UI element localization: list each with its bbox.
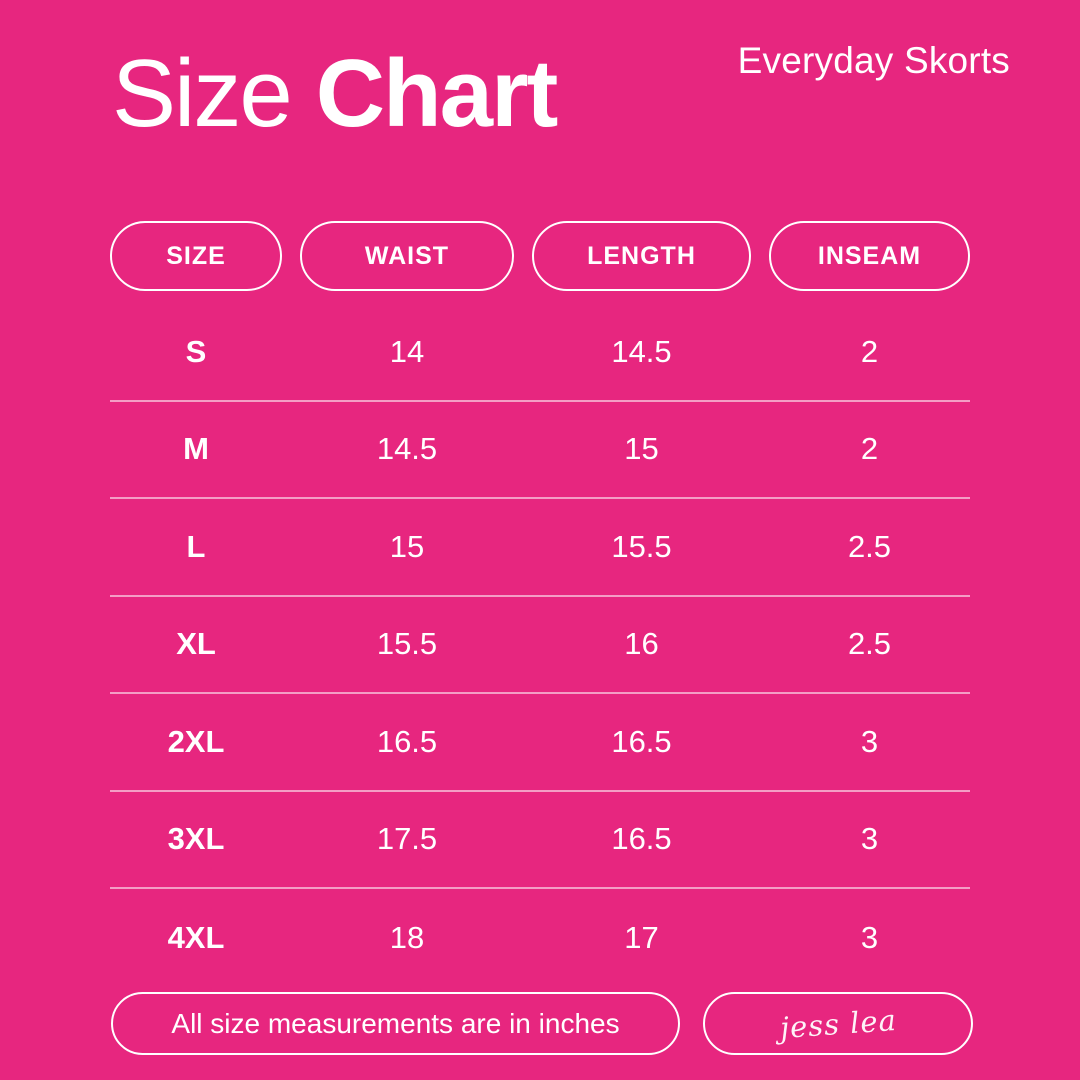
table-row-s — [110, 304, 970, 402]
table-row-m — [110, 402, 970, 500]
column-header-length-label: LENGTH — [587, 241, 696, 270]
product-name: Everyday Skorts — [737, 40, 1010, 81]
length-value: 17 — [624, 919, 659, 955]
length-value: 16.5 — [611, 723, 672, 759]
table-row-2xl — [110, 694, 970, 792]
column-header-length — [532, 221, 751, 291]
waist-value: 15 — [389, 528, 425, 564]
size-label: S — [185, 333, 207, 369]
size-label: 2XL — [167, 723, 225, 759]
title-word-chart: Chart — [315, 40, 557, 147]
waist-value: 16.5 — [376, 723, 438, 759]
measurement-note-pill — [111, 992, 680, 1055]
inseam-value: 2.5 — [847, 528, 892, 564]
size-label: 3XL — [167, 821, 225, 857]
measurement-note-text: All size measurements are in inches — [171, 1007, 620, 1039]
inseam-value: 2.5 — [847, 626, 892, 662]
column-header-inseam — [769, 221, 970, 291]
length-value: 16 — [624, 626, 659, 662]
table-row-4xl — [110, 889, 970, 987]
column-headers — [110, 221, 970, 291]
waist-value: 14.5 — [376, 431, 438, 467]
waist-value: 18 — [389, 919, 425, 955]
waist-value: 17.5 — [376, 821, 438, 857]
brand-signature-pill — [703, 992, 973, 1055]
column-header-size-label: SIZE — [166, 241, 226, 270]
inseam-value: 3 — [860, 723, 879, 759]
waist-value: 15.5 — [376, 626, 438, 662]
length-value: 14.5 — [611, 333, 672, 369]
page-title — [112, 40, 557, 147]
size-label: XL — [176, 626, 216, 662]
waist-value: 14 — [389, 333, 425, 369]
column-header-waist-label: WAIST — [364, 241, 450, 270]
column-header-inseam-label: INSEAM — [817, 241, 922, 270]
size-label: L — [186, 528, 206, 564]
column-header-waist — [300, 221, 514, 291]
brand-signature: jess lea — [778, 1002, 898, 1045]
size-table — [110, 304, 970, 987]
inseam-value: 2 — [860, 333, 879, 369]
size-label: 4XL — [167, 919, 225, 955]
column-header-size — [110, 221, 282, 291]
inseam-value: 3 — [860, 919, 879, 955]
length-value: 16.5 — [611, 821, 672, 857]
table-row-3xl — [110, 792, 970, 890]
table-row-xl — [110, 597, 970, 695]
title-word-size: Size — [112, 40, 291, 147]
inseam-value: 2 — [860, 431, 879, 467]
table-row-l — [110, 499, 970, 597]
length-value: 15.5 — [611, 528, 672, 564]
length-value: 15 — [624, 431, 659, 467]
inseam-value: 3 — [860, 821, 879, 857]
size-label: M — [183, 431, 209, 467]
